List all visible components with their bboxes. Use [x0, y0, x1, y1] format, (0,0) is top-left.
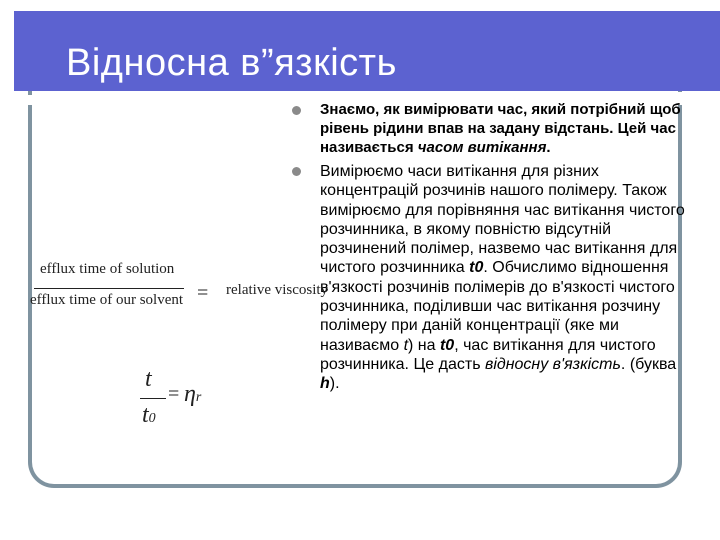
bullet-2-emphasis: відносну в'язкість	[484, 355, 621, 373]
bullet-2-text-d: , час витікання для чистого розчинника. Це дасть	[320, 336, 656, 373]
bullet-2-text-b: . Обчислимо відношення в'язкості розчинів полімерів до в'язкості чистого розчинника, поділивши час витікання розчину полімеру при даній концентрації (яке ми називаємо	[320, 259, 675, 354]
bullet-1-emphasis: часом витікання	[417, 139, 547, 156]
formula1-result: relative viscosity	[226, 282, 329, 298]
bullet-1-text: Знаємо, як вимірювати час, який потрібний щоб рівень рідини впав на задану відстань. Цей час називається	[320, 101, 681, 156]
bullet-2-t: t	[403, 336, 409, 354]
formula2-fraction-bar	[140, 398, 166, 399]
bullet-1-end: .	[546, 139, 551, 156]
formula2-denominator-sub: 0	[148, 411, 156, 426]
formula2-eta	[184, 381, 201, 408]
bullet-2-text-c: ) на	[408, 336, 440, 354]
title-underline	[34, 92, 684, 95]
bullet-2-text-a: Вимірюємо часи витікання для різних концентрацій розчинів нашого полімеру. Також вимірюємо для порівняння час витікання чистого розчинника, в якому повністю відсутній розчинений полімер, назвемо час витікання для чистого розчинника	[320, 163, 685, 277]
bullet-2-t0-second: t0	[439, 336, 455, 354]
formula2-denominator	[142, 402, 156, 429]
formula2-denominator-t: t	[142, 402, 149, 428]
bullet-item-relative-viscosity	[306, 162, 690, 394]
formula1-denominator: efflux time of our solvent	[30, 292, 184, 308]
formula2-numerator: t	[145, 366, 152, 392]
bullet-list	[306, 100, 690, 399]
formula2-eta-sub: r	[195, 390, 202, 405]
bullet-2-text-e: . (буква	[620, 355, 677, 373]
bullet-2-t0: t0	[469, 259, 484, 277]
formula2-eta-symbol: η	[184, 381, 196, 407]
bullet-item-efflux-time	[306, 100, 690, 157]
formula2-equals: =	[168, 383, 180, 405]
bullet-dot-icon	[292, 106, 301, 115]
bullet-2-h: h	[320, 375, 330, 393]
formula1-equals: =	[197, 282, 209, 304]
formula1-numerator: efflux time of solution	[40, 261, 175, 277]
formula1-fraction-bar	[34, 288, 184, 289]
slide-title: Відносна в”язкість	[66, 42, 397, 84]
bullet-dot-icon	[292, 167, 301, 176]
bullet-2-text-f: ).	[329, 375, 340, 393]
